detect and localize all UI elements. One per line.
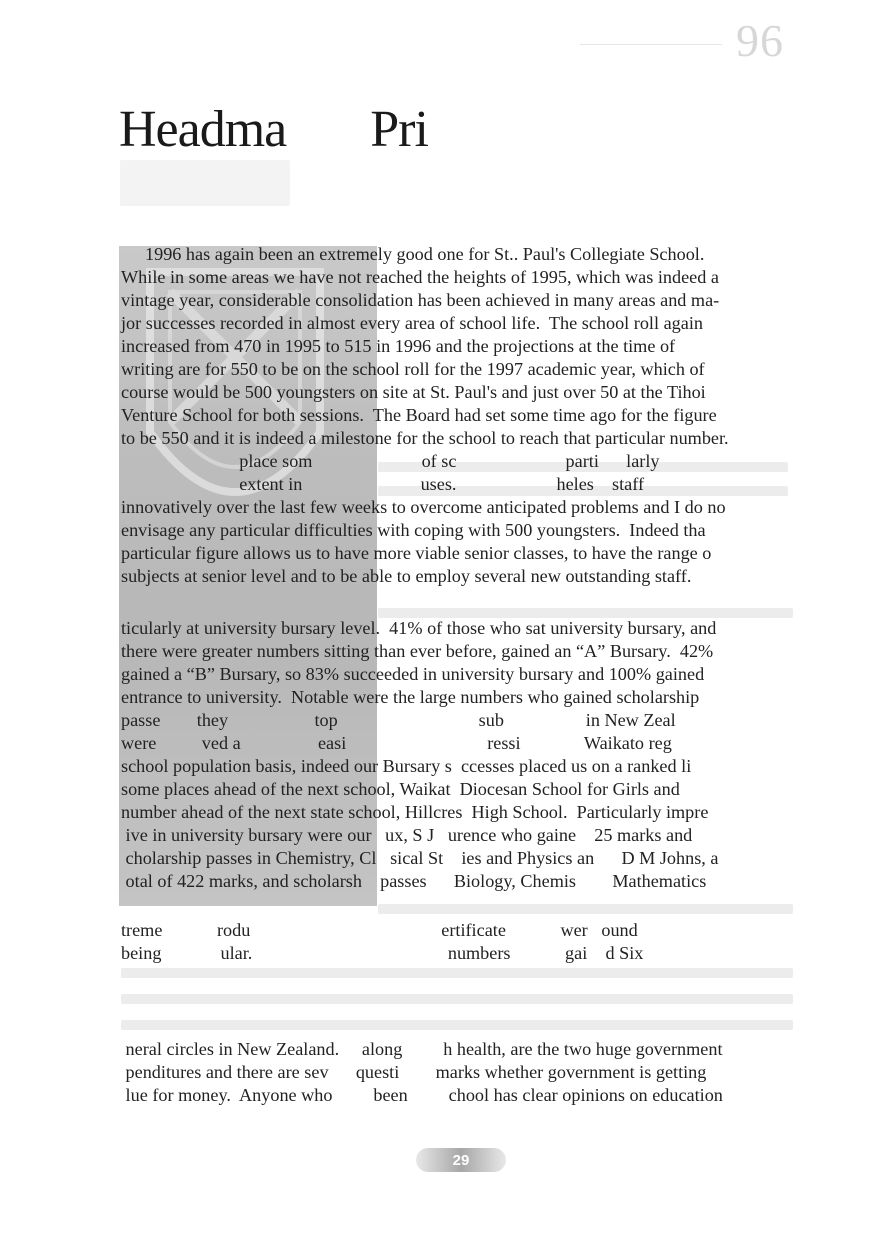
body-line: neral circles in New Zealand. along h health, are the two huge government: [121, 1039, 723, 1059]
body-line: 1996 has again been an extremely good one for St.. Paul's Collegiate School.: [145, 244, 705, 264]
faded-subtitle-area: [120, 160, 290, 206]
body-line: gained a “B” Bursary, so 83% succeeded in university bursary and 100% gained: [121, 664, 705, 684]
header-rule: [580, 44, 722, 45]
body-line: course would be 500 youngsters on site at St. Paul's and just over 50 at the Tihoi: [121, 382, 706, 402]
body-line: writing are for 550 to be on the school roll for the 1997 academic year, which of: [121, 359, 705, 379]
body-line: cholarship passes in Chemistry, Cl sical St ies and Physics an D M Johns, a: [121, 848, 719, 868]
body-line: lue for money. Anyone who been chool has clear opinions on education: [121, 1085, 723, 1105]
body-line: innovatively over the last few weeks to overcome anticipated problems and I do no: [121, 497, 726, 517]
body-line: ive in university bursary were our ux, S J urence who gaine 25 marks and: [121, 825, 693, 845]
body-line: While in some areas we have not reached the heights of 1995, which was indeed a: [121, 267, 719, 287]
body-line: envisage any particular difficulties with coping with 500 youngsters. Indeed tha: [121, 520, 706, 540]
body-line: jor successes recorded in almost every area of school life. The school roll again: [121, 313, 703, 333]
body-line: some places ahead of the next school, Waikat Diocesan School for Girls and: [121, 779, 680, 799]
body-line: place som of sc parti larly: [121, 451, 660, 471]
body-line: Venture School for both sessions. The Board had set some time ago for the figure: [121, 405, 717, 425]
faded-text-row: [121, 968, 793, 978]
body-line: vintage year, considerable consolidation has been achieved in many areas and ma-: [121, 290, 720, 310]
faded-text-row: [378, 904, 793, 914]
page-number: 29: [452, 1151, 470, 1169]
year-mark: 96: [736, 15, 784, 66]
body-line: being ular. numbers gai d Six: [121, 943, 644, 963]
faded-text-row: [121, 1020, 793, 1030]
page-title: Headma Pri: [119, 101, 428, 158]
body-line: increased from 470 in 1995 to 515 in 1996 and the projections at the time of: [121, 336, 676, 356]
body-line: there were greater numbers sitting than ever before, gained an “A” Bursary. 42%: [121, 641, 714, 661]
body-line: were ved a easi ressi Waikato reg: [121, 733, 672, 753]
body-line: penditures and there are sev questi marks whether government is getting: [121, 1062, 707, 1082]
body-line: school population basis, indeed our Bursary s ccesses placed us on a ranked li: [121, 756, 692, 776]
body-line: passe they top sub in New Zeal: [121, 710, 676, 730]
faded-text-row: [121, 994, 793, 1004]
body-line: extent in uses. heles staff: [121, 474, 645, 494]
body-line: number ahead of the next state school, Hillcres High School. Particularly impre: [121, 802, 709, 822]
body-line: ticularly at university bursary level. 41% of those who sat university bursary, and: [121, 618, 717, 638]
body-line: entrance to university. Notable were the large numbers who gained scholarship: [121, 687, 700, 707]
body-line: subjects at senior level and to be able to employ several new outstanding staff.: [121, 566, 692, 586]
body-line: otal of 422 marks, and scholarsh passes Biology, Chemis Mathematics: [121, 871, 707, 891]
body-line: treme rodu ertificate wer ound: [121, 920, 638, 940]
body-line: to be 550 and it is indeed a milestone for the school to reach that particular number.: [121, 428, 729, 448]
body-line: particular figure allows us to have more viable senior classes, to have the range o: [121, 543, 712, 563]
page-number-badge: [416, 1148, 506, 1172]
